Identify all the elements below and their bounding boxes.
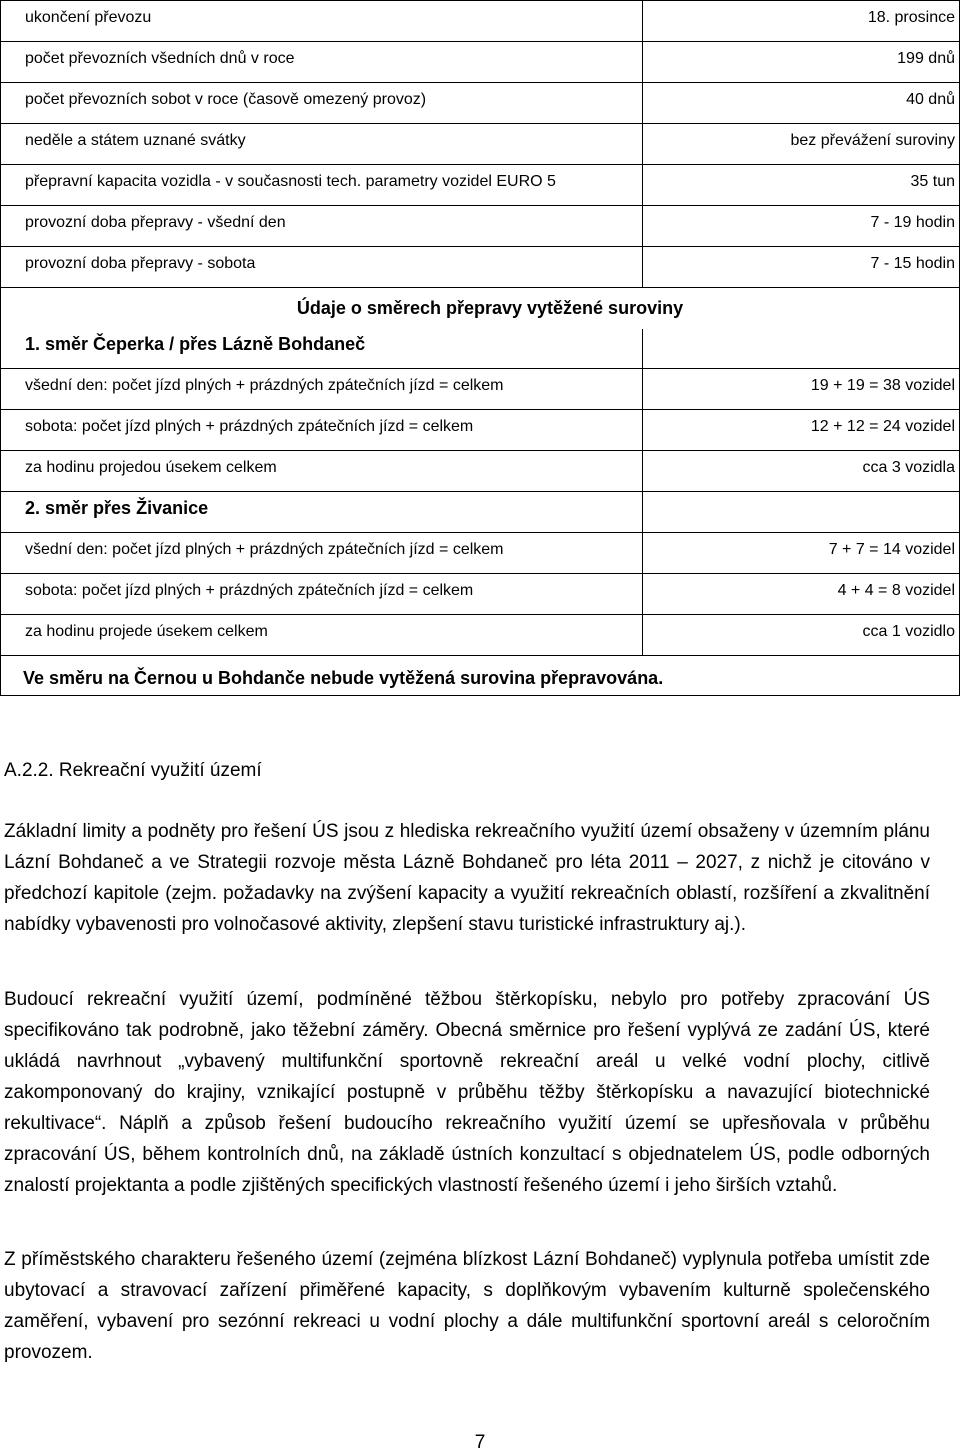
row-value: 40 dnů [643,83,960,124]
table-bottom-border [0,695,960,696]
row-label: neděle a státem uznané svátky [0,124,643,165]
table-row [0,614,960,655]
direction-header-row [0,329,960,370]
row-label: za hodinu projedou úsekem celkem [0,451,643,492]
row-label: ukončení převozu [0,1,643,42]
row-value: bez převážení suroviny [643,124,960,165]
row-label: provozní doba přepravy - všední den [0,206,643,247]
table-row [0,450,960,491]
row-label: za hodinu projede úsekem celkem [0,615,643,656]
direction-title: 1. směr Čeperka / přes Lázně Bohdaneč [0,329,643,370]
table-row [0,246,960,287]
row-value: 19 + 19 = 38 vozidel [643,369,960,410]
row-value: 7 - 15 hodin [643,247,960,288]
row-value: 4 + 4 = 8 vozidel [643,574,960,615]
direction-header-row [0,491,960,532]
row-value: 7 + 7 = 14 vozidel [643,533,960,574]
table-row [0,532,960,573]
empty-cell [643,492,960,533]
page-number: 7 [474,1432,486,1453]
section-title: Údaje o směrech přepravy vytěžené suroviny [296,298,684,318]
table-row [0,41,960,82]
table-row [0,573,960,614]
footer-note-text: Ve směru na Černou u Bohdanče nebude vytěžená surovina přepravována. [23,668,664,688]
empty-cell [643,329,960,370]
table-row [0,205,960,246]
paragraph: Budoucí rekreační využití území, podmíněné těžbou štěrkopísku, nebylo pro potřeby zpracování ÚS specifikováno tak podrobně, jako těžební záměry. Obecná směrnice pro řešení vyplývá ze zadání ÚS, které ukládá navrhnout „vybavený multifunkční sportovně rekreační areál u velké vodní plochy, citlivě zakomponovaný do krajiny, vznikající postupně v průběhu těžby štěrkopísku a navazující biotechnické rekultivace“. Náplň a způsob řešení budoucího rekreačního využití území se upřesňovala v průběhu zpracování ÚS, během kontrolních dnů, na základě ústních konzultací s objednatelem ÚS, podle odborných znalostí projektanta a podle zjištěných specifických vlastností řešeného území i jeho širších vztahů. [4,989,930,1196]
row-label: počet převozních všedních dnů v roce [0,42,643,83]
row-value: cca 1 vozidlo [643,615,960,656]
table-row [0,409,960,450]
row-label: všední den: počet jízd plných + prázdných zpátečních jízd = celkem [0,369,643,410]
paragraph: Základní limity a podněty pro řešení ÚS jsou z hlediska rekreačního využití území obsaženy v územním plánu Lázní Bohdaneč a ve Strategii rozvoje města Lázně Bohdaneč pro léta 2011 – 2027, z nichž je citováno v předchozí kapitole (zejm. požadavky na zvýšení kapacity a využití rekreačních oblastí, rozšíření a zkvalitnění nabídky vybavenosti pro volnočasové aktivity, zlepšení stavu turistické infrastruktury aj.). [4,821,930,935]
row-label: provozní doba přepravy - sobota [0,247,643,288]
row-label: všední den: počet jízd plných + prázdných zpátečních jízd = celkem [0,533,643,574]
row-label: sobota: počet jízd plných + prázdných zpátečních jízd = celkem [0,410,643,451]
row-label: přepravní kapacita vozidla - v současnosti tech. parametry vozidel EURO 5 [0,165,643,206]
section-title-cell [0,287,960,329]
footer-note [0,655,960,696]
direction-title: 2. směr přes Živanice [0,492,643,533]
row-label: sobota: počet jízd plných + prázdných zpátečních jízd = celkem [0,574,643,615]
section-heading: A.2.2. Rekreační využití území [4,760,262,781]
table-row [0,123,960,164]
row-value: cca 3 vozidla [643,451,960,492]
table-row [0,0,960,41]
row-value: 18. prosince [643,1,960,42]
paragraph: Z příměstského charakteru řešeného území (zejména blízkost Lázní Bohdaneč) vyplynula potřeba umístit zde ubytovací a stravovací zařízení přiměřené kapacity, s doplňkovým vybavením kulturně společenského zaměření, vybavení pro sezónní rekreaci u vodní plochy a dále multifunkční sportovní areál s celoročním provozem. [4,1249,930,1363]
row-value: 199 dnů [643,42,960,83]
table-row [0,164,960,205]
table-row [0,82,960,123]
row-value: 35 tun [643,165,960,206]
row-value: 12 + 12 = 24 vozidel [643,410,960,451]
table-row [0,368,960,409]
row-value: 7 - 19 hodin [643,206,960,247]
row-label: počet převozních sobot v roce (časově omezený provoz) [0,83,643,124]
